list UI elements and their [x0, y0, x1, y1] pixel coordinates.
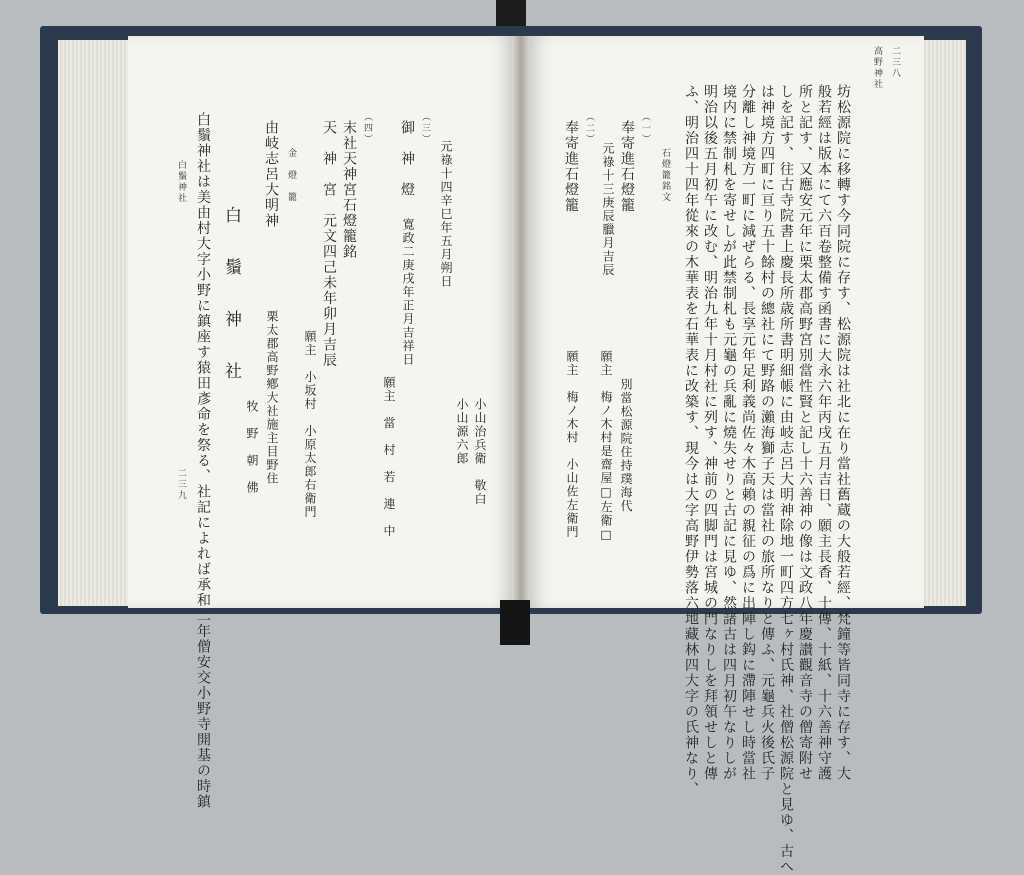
- shrine-title: 白 鬚 神 社: [221, 206, 241, 388]
- item-title: 御 神 燈: [399, 120, 415, 198]
- body-line: 明治以後五月初午に改む、明治九年十月村社に列す、神前の四脚門は宮城の門なりしを拜領せしと傳: [702, 84, 718, 782]
- item-title: 奉寄進石燈籠: [619, 120, 635, 213]
- bell-line: 由岐志呂大明神: [263, 120, 279, 229]
- item-donor: 小山治兵衛 敬白: [473, 398, 487, 506]
- bell-donor: 栗太郡高野鄕大社施主目野住: [265, 310, 279, 486]
- item-donor: 願主 小坂村 小原太郎右衛門: [303, 330, 317, 519]
- body-line: 般若經は版本にて六百卷整備す函書に大永六年丙戌五月吉日、願主長香、十傳、十紙、十六善神守護: [816, 84, 832, 782]
- item-number: （四）: [362, 112, 372, 145]
- right-running-head: 高野神社: [872, 46, 882, 90]
- section-heading: 石燈籠銘文: [660, 148, 670, 203]
- item-date: 元祿十三庚辰臘月吉辰: [601, 142, 615, 277]
- right-page-number: 二三八: [890, 46, 900, 79]
- item-donor: 小山源六郎: [455, 398, 469, 466]
- spine-bottom: [500, 600, 530, 645]
- item-donor: 別當松源院住持璞海代: [619, 378, 633, 513]
- inscription-label: 金 燈 籠: [286, 148, 296, 203]
- body-line: ふ、明治四十四年從來の木華表を石華表に改築す、現今は大字高野伊勢落六地藏林四大字の氏神なり、: [683, 84, 699, 797]
- left-page-number: 二三九: [176, 468, 186, 501]
- body-line: 坊松源院に移轉す今同院に存す、松源院は社北に在り當社舊蔵の大般若經、梵鐘等皆同寺に存す、大: [835, 84, 851, 782]
- body-line: 分離し神境方一町に減ぜらる、長享元年足利義尚佐々木高賴の親征の爲に出陣し鈎に滯陣せし時當社: [740, 84, 756, 782]
- item-donor: 願主 當 村 若 連 中: [382, 376, 396, 538]
- item-title: 奉寄進石燈籠: [563, 120, 579, 213]
- body-line: しを記す、往古寺院書上慶長所歳所書明細帳に由岐志呂大明神除地一町四方七ヶ村氏神、社僧松源院と見ゆ、古へ: [778, 84, 794, 875]
- page-edges-left: [58, 40, 130, 606]
- item-donor: 願主 梅ノ木村是齋屋□左衛□: [599, 350, 613, 543]
- item-date: 寛政二庚戌年正月吉祥日: [401, 218, 415, 367]
- item-line: 天 神 宮 元文四己未年卯月吉辰: [321, 120, 337, 368]
- item-title: 末社天神宮石燈籠銘: [341, 120, 357, 260]
- body-line: は神境方四町に亘り五十餘村の總社にて野路の瀨海獅子天は當社の旅所なりと傳ふ、元龜兵火後氏子: [759, 84, 775, 782]
- item-number: （二）: [584, 112, 594, 145]
- bell-donor: 牧 野 朝 佛: [245, 400, 259, 495]
- item-date: 元祿十四辛巳年五月朔日: [439, 140, 453, 289]
- item-number: （一）: [640, 112, 650, 145]
- item-donor: 願主 梅ノ木村 小山佐左衛門: [565, 350, 579, 539]
- item-number: （三）: [420, 112, 430, 145]
- gutter: [512, 36, 530, 608]
- body-line: 白鬚神社は美由村大字小野に鎮座す猿田彥命を祭る、社記によれば承和二年僧安交小野寺開基の時鎮: [195, 112, 211, 810]
- body-line: 所と記す、又應安元年に栗太郡高野宮別當性賢と記し十六善神の像は文政八年慶讃觀音寺の僧寄附せ: [797, 84, 813, 782]
- body-line: 境内に禁制札を寄せしが此禁制札も元龜の兵亂に燒失せりと古記に見ゆ、然諸古は四月初午なりしが: [721, 84, 737, 782]
- left-running-head: 白鬚神社: [176, 160, 186, 204]
- page-edges-right: [922, 40, 966, 606]
